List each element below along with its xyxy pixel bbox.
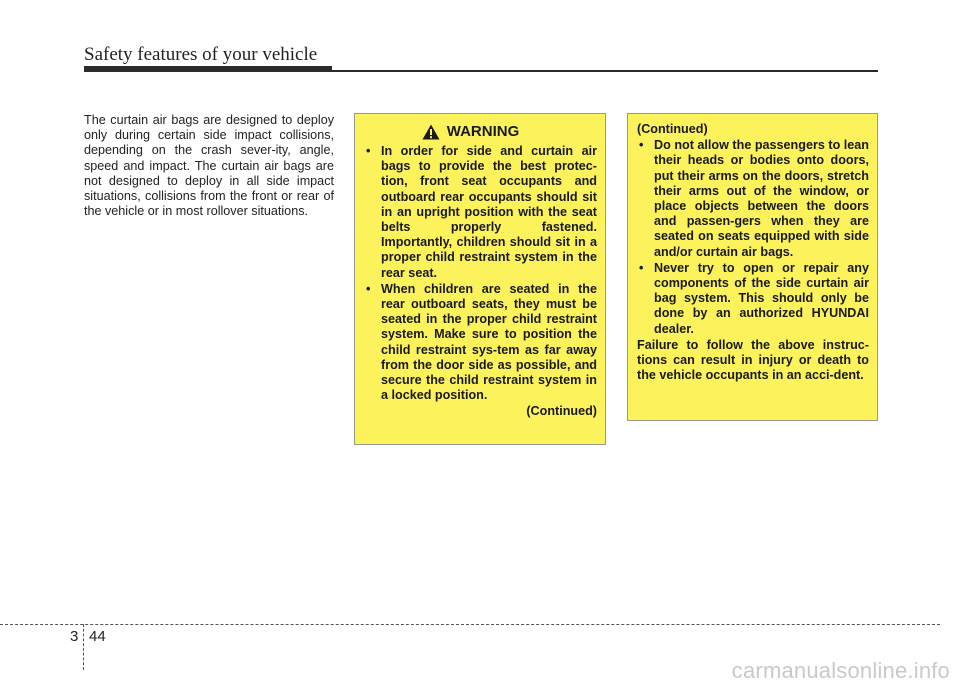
continued-bullet-item [637,261,869,337]
continued-bullet-text: Do not allow the passengers to lean their heads or bodies onto doors, put their arms on the doors, stretch their arms out of the window, or place objects between the doors and passen-gers when they are seated on seats equipped with side and/or curtain air bags. [654,138,869,259]
warning-box [354,113,606,445]
header-rule-thick [84,66,332,72]
warning-bullet-item [364,144,597,281]
warning-header [364,124,597,140]
chapter-number: 3 [70,628,79,645]
warning-bullet-item [364,282,597,404]
bullet-dot: • [366,144,371,158]
warning-triangle-icon [422,124,440,140]
watermark: carmanualsonline.info [731,658,950,683]
bullet-dot: • [639,138,644,153]
continued-bullet-text: Never try to open or repair any components of the side curtain air bag system. This should only be done by an authorized HYUNDAI dealer. [654,260,869,336]
footer-dashed-rule [0,624,940,625]
intro-paragraph: The curtain air bags are designed to deploy only during certain side impact collisions, depending on the crash sever-ity, angle, speed and impact. The curtain air bags are not designed to deploy in all side impact situations, collisions from the front or rear of the vehicle or in most rollover situations. [84,113,334,219]
continued-warning-box [627,113,878,421]
final-warning-paragraph: Failure to follow the above instruc-tions can result in injury or death to the vehicle occupants in an acci-dent. [637,337,869,383]
footer-vertical-dashed-rule [83,624,84,670]
warning-bullet-text: When children are seated in the rear outboard seats, they must be seated in the proper child restraint system. Make sure to position the child restraint sys-tem as far away from the door side as possible, and secure the child restraint system in a locked position. [381,281,597,403]
bullet-dot: • [366,281,371,296]
warning-title: WARNING [446,123,520,141]
bullet-dot: • [639,260,644,275]
continued-label: (Continued) [637,122,708,136]
header-rule-thin [332,70,878,72]
continued-label: (Continued) [526,404,597,419]
warning-bullet-text: In order for side and curtain air bags to provide the best protec-tion, front seat occupants and outboard rear occupants should sit in an upright position with the seat belts properly fastened. Importantly, children should sit in a proper child restraint system in the rear seat. [381,144,597,280]
continued-bullet-item [637,138,869,260]
page-header-title: Safety features of your vehicle [84,44,318,65]
warning-bullet-list [364,144,597,403]
continued-bullet-list [637,138,869,337]
page-number: 44 [89,628,106,645]
